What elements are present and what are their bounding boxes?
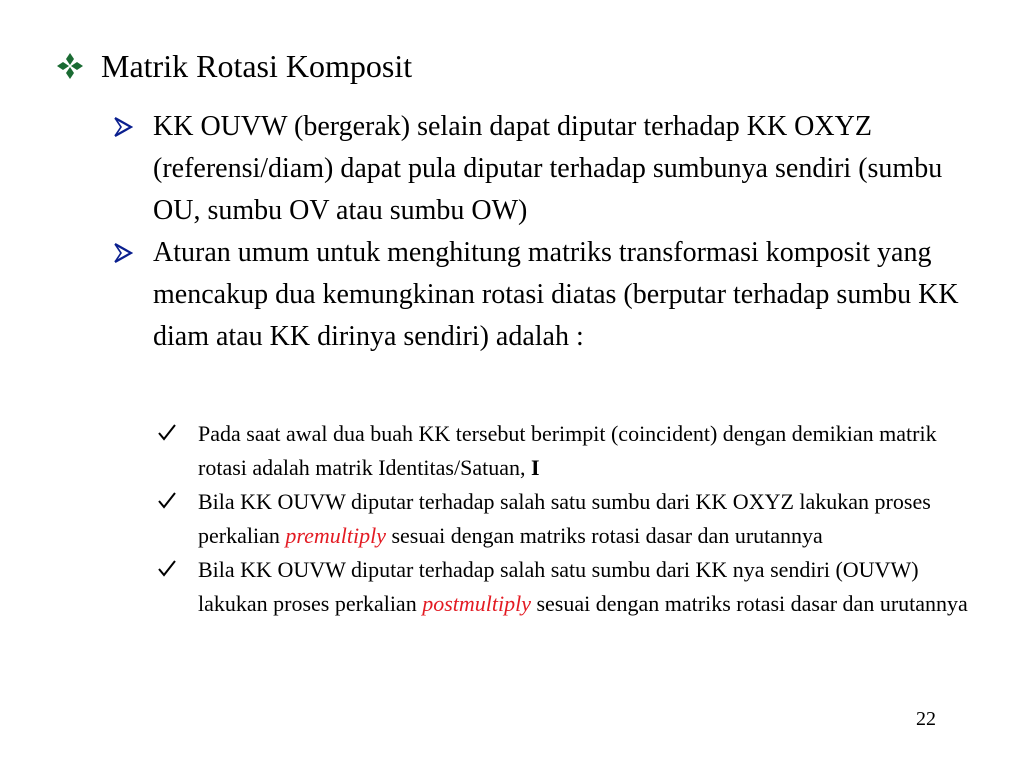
checkmark-icon — [158, 559, 176, 577]
postmultiply-emphasis: postmultiply — [422, 591, 531, 616]
sub-bullet-text-end: sesuai dengan matriks rotasi dasar dan urutannya — [385, 523, 823, 548]
sub-bullet-item — [158, 553, 978, 621]
sub-bullet-text-end: sesuai dengan matriks rotasi dasar dan urutannya — [530, 591, 968, 616]
main-bullet-item — [113, 232, 993, 358]
sub-bullet-item — [158, 485, 978, 553]
sub-bullet-list — [158, 417, 978, 621]
main-bullet-text: KK OUVW (bergerak) selain dapat diputar terhadap KK OXYZ (referensi/diam) dapat pula diputar terhadap sumbunya sendiri (sumbu OU, sumbu OV atau sumbu OW) — [153, 111, 943, 226]
checkmark-icon — [158, 491, 176, 509]
page-number: 22 — [916, 708, 936, 730]
main-bullet-item — [113, 106, 993, 232]
main-bullet-text: Aturan umum untuk menghitung matriks transformasi komposit yang mencakup dua kemungkinan rotasi diatas (berputar terhadap sumbu KK diam atau KK dirinya sendiri) adalah : — [153, 237, 959, 352]
checkmark-icon — [158, 423, 176, 441]
identity-symbol: I — [530, 455, 540, 480]
slide-title-text: Matrik Rotasi Komposit — [101, 48, 413, 84]
arrow-right-icon — [113, 243, 133, 263]
slide-title — [55, 44, 412, 88]
main-bullet-list — [113, 106, 993, 358]
sub-bullet-item — [158, 417, 978, 485]
arrow-right-icon — [113, 117, 133, 137]
sub-bullet-text: Bila KK OUVW diputar terhadap salah satu sumbu dari KK nya sendiri (OUVW) lakukan proses perkalian — [198, 557, 919, 616]
premultiply-emphasis: premultiply — [285, 523, 386, 548]
sub-bullet-text: Pada saat awal dua buah KK tersebut berimpit (coincident) dengan demikian matrik rotasi adalah matrik Identitas/Satuan, — [198, 421, 937, 480]
diamond-four-petal-icon — [55, 51, 85, 81]
sub-bullet-text: Bila KK OUVW diputar terhadap salah satu sumbu dari KK OXYZ lakukan proses perkalian — [198, 489, 931, 548]
